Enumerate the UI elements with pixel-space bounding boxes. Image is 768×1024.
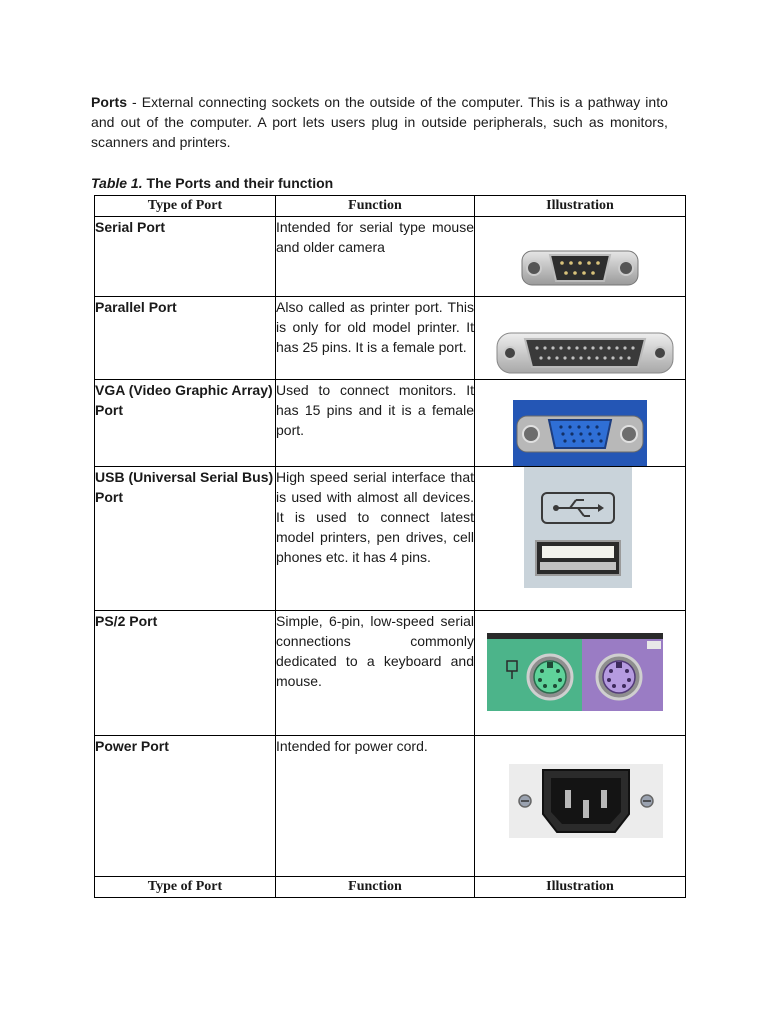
port-type: USB (Universal Serial Bus) Port: [95, 467, 276, 611]
port-type: Parallel Port: [95, 297, 276, 380]
ps2-port-icon: [487, 633, 663, 711]
footer-type: Type of Port: [95, 877, 276, 898]
table-caption: [91, 173, 333, 193]
table-row: [95, 467, 686, 611]
port-type: Serial Port: [95, 217, 276, 297]
footer-illustration: Illustration: [475, 877, 686, 898]
table-row: [95, 611, 686, 736]
table-footer-row: [95, 877, 686, 898]
power-port-icon: [509, 764, 663, 838]
header-illustration: Illustration: [475, 196, 686, 217]
intro-paragraph: [91, 92, 668, 152]
vga-port-icon: [513, 400, 647, 466]
port-function: Intended for serial type mouse and older camera: [276, 217, 475, 297]
footer-function: Function: [276, 877, 475, 898]
table-row: [95, 297, 686, 380]
intro-text: - External connecting sockets on the outside of the computer. This is a pathway into and out of the computer. A port lets users plug in outside peripherals, such as monitors, scanners and printers.: [91, 94, 668, 150]
port-type: Power Port: [95, 736, 276, 877]
parallel-port-icon: [495, 329, 675, 377]
caption-label: Table 1.: [91, 175, 143, 191]
table-row: [95, 217, 686, 297]
port-function: Used to connect monitors. It has 15 pins and it is a female port.: [276, 380, 475, 467]
table-row: [95, 736, 686, 877]
port-function: Simple, 6-pin, low-speed serial connections commonly dedicated to a keyboard and mouse.: [276, 611, 475, 736]
port-function: Intended for power cord.: [276, 736, 475, 877]
port-type: PS/2 Port: [95, 611, 276, 736]
port-function: High speed serial interface that is used with almost all devices. It is used to connect latest model printers, pen drives, cell phones etc. it has 4 pins.: [276, 467, 475, 611]
header-type: Type of Port: [95, 196, 276, 217]
header-function: Function: [276, 196, 475, 217]
serial-port-icon: [520, 247, 640, 289]
port-function: Also called as printer port. This is only for old model printer. It has 25 pins. It is a female port.: [276, 297, 475, 380]
ports-table: [94, 195, 686, 898]
usb-port-icon: [524, 467, 632, 588]
port-type: VGA (Video Graphic Array) Port: [95, 380, 276, 467]
intro-term: Ports: [91, 94, 128, 110]
caption-text: The Ports and their function: [142, 175, 334, 191]
table-row: [95, 380, 686, 467]
table-header-row: [95, 196, 686, 217]
